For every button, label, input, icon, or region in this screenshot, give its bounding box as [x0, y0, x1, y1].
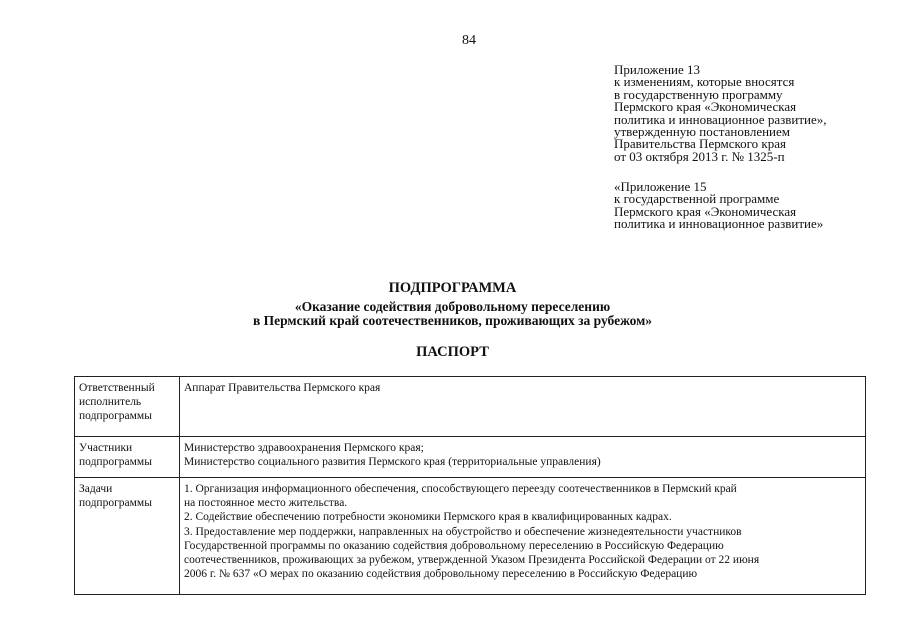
value-line: 2. Содействие обеспечению потребности экономики Пермского края в квалифицированных кадрах.	[184, 511, 672, 524]
page-number: 84	[462, 33, 476, 48]
row-label-responsible	[75, 377, 180, 437]
table-row	[75, 377, 866, 437]
subprogram-name	[0, 300, 905, 328]
value-line: Государственной программы по оказанию содействия добровольному переселению в Российскую Федерацию	[184, 539, 724, 552]
passport-heading: ПАСПОРТ	[416, 344, 489, 360]
passport-table	[74, 376, 866, 595]
annex-line: политика и инновационное развитие»	[614, 216, 824, 232]
annex-original-program	[614, 181, 823, 231]
document-title: ПОДПРОГРАММА	[388, 280, 517, 296]
label-line: подпрограммы	[79, 456, 152, 469]
subprogram-name-line: «Оказание содействия добровольному переселению	[294, 299, 611, 314]
annex-line: Приложение 13	[614, 62, 701, 77]
label-line: исполнитель	[79, 396, 142, 409]
annex-line: Пермского края «Экономическая	[614, 203, 797, 219]
annex-line: Правительства Пермского края	[614, 136, 786, 152]
annex-current-amendment	[614, 64, 827, 163]
table-row	[75, 478, 866, 595]
value-line: 2006 г. № 637 «О мерах по оказанию содействия добровольному переселению в Российскую Федерацию	[184, 568, 698, 581]
row-value-responsible	[180, 377, 866, 437]
value-line: соотечественников, проживающих за рубежом, утвержденной Указом Президента Российской Федерации от 22 июня	[184, 554, 760, 567]
annex-line: в государственную программу	[614, 86, 783, 102]
annex-line: к государственной программе	[614, 191, 780, 207]
row-label-tasks	[75, 478, 180, 595]
row-value-participants	[180, 437, 866, 478]
label-line: Участники	[79, 442, 133, 454]
annex-line: «Приложение 15	[614, 179, 707, 194]
annex-line: от 03 октября 2013 г. № 1325-п	[614, 148, 785, 164]
subprogram-name-line: в Пермский край соотечественников, проживающих за рубежом»	[252, 313, 653, 328]
value-line: 3. Предоставление мер поддержки, направленных на обустройство и обеспечение жизнедеятельности участников	[184, 525, 742, 538]
row-value-tasks	[180, 478, 866, 595]
annex-line: утвержденную постановлением	[614, 124, 791, 140]
value-line: Министерство здравоохранения Пермского края;	[184, 442, 424, 454]
annex-line: политика и инновационное развитие»,	[614, 111, 827, 127]
label-line: Ответственный	[79, 382, 155, 394]
label-line: подпрограммы	[79, 497, 152, 510]
value-line: Министерство социального развития Пермского края (территориальные управления)	[184, 456, 601, 469]
value-line: на постоянное место жительства.	[184, 497, 348, 510]
annex-line: к изменениям, которые вносятся	[614, 74, 795, 90]
row-label-participants	[75, 437, 180, 478]
value-line: Аппарат Правительства Пермского края	[184, 382, 381, 394]
value-line: 1. Организация информационного обеспечения, способствующего переезду соотечественников в Пермский край	[184, 483, 737, 495]
annex-line: Пермского края «Экономическая	[614, 99, 797, 115]
label-line: подпрограммы	[79, 410, 152, 423]
label-line: Задачи	[79, 483, 113, 495]
table-row	[75, 437, 866, 478]
